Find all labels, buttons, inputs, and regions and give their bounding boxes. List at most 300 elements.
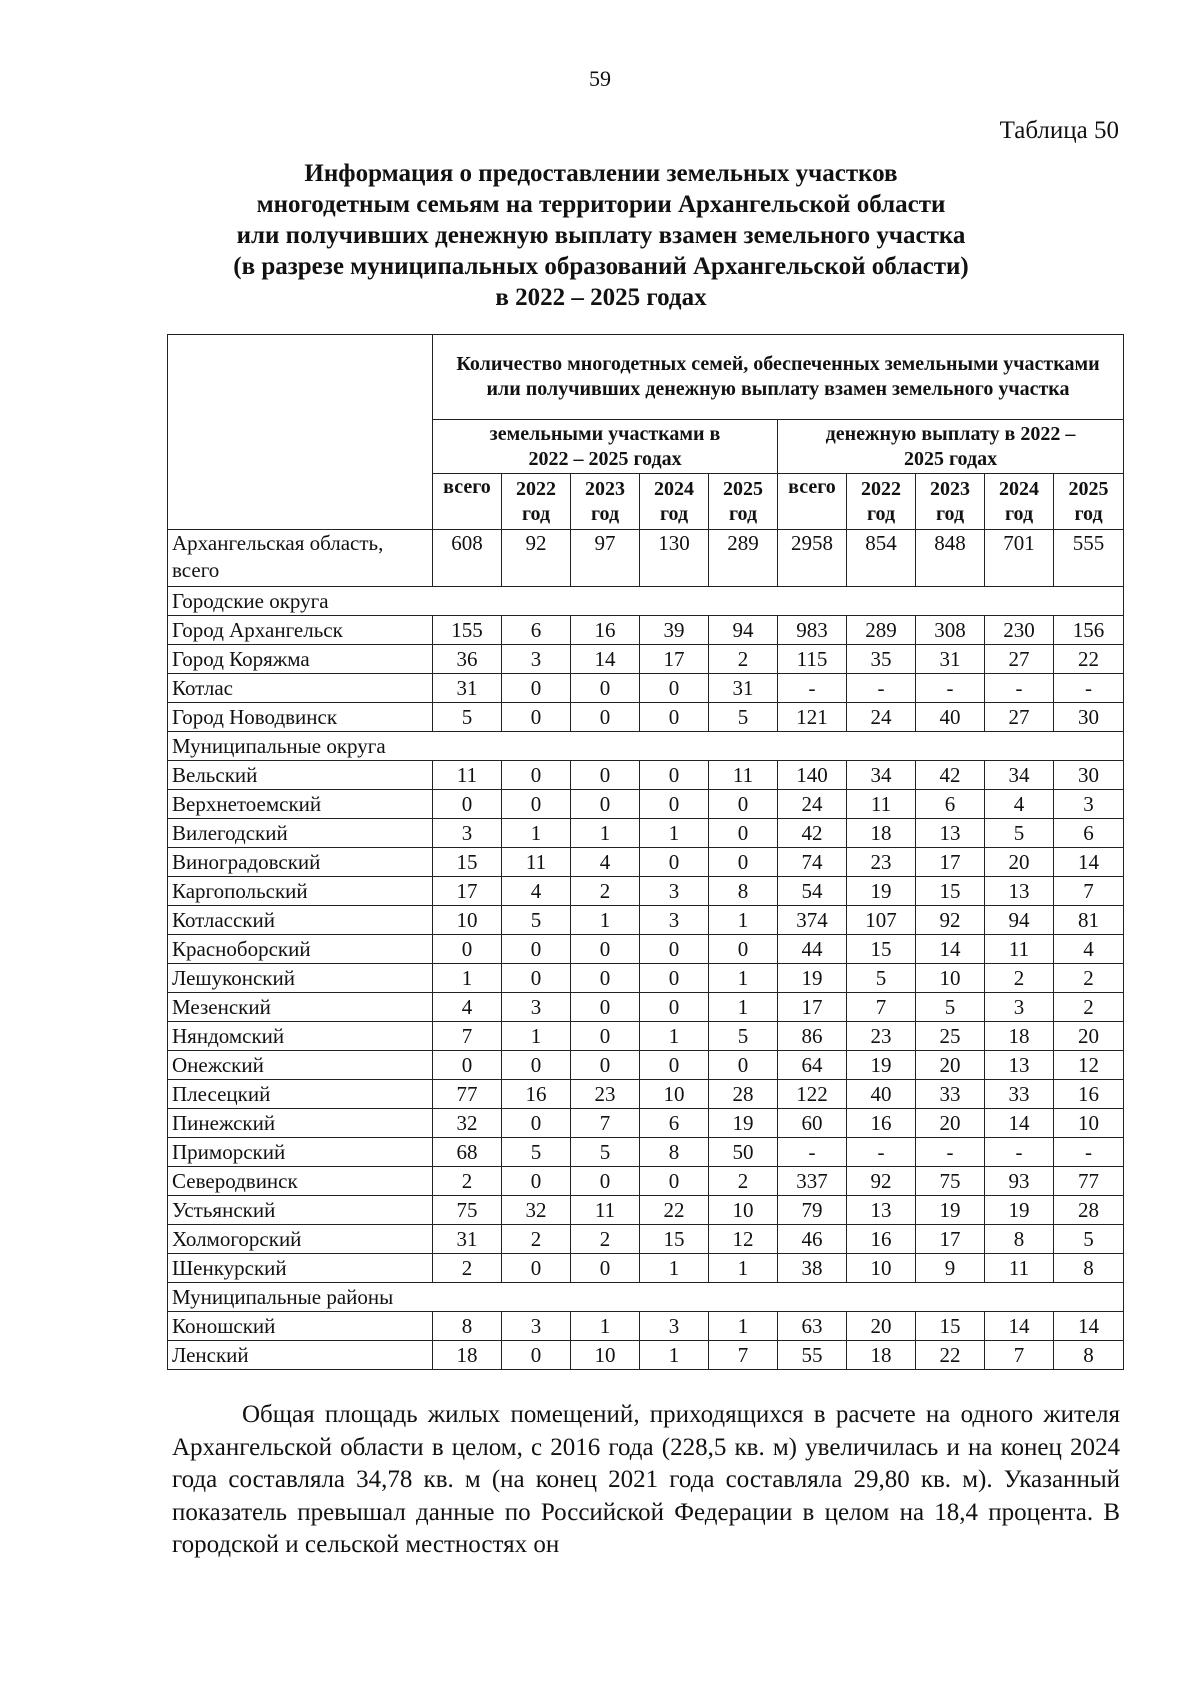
value-cell: 11 xyxy=(985,1254,1054,1283)
row-name: Каргопольский xyxy=(168,877,433,906)
value-cell: 230 xyxy=(985,616,1054,645)
row-name: Город Архангельск xyxy=(168,616,433,645)
value-cell: 11 xyxy=(847,790,916,819)
value-cell: 140 xyxy=(778,761,847,790)
value-cell: 8 xyxy=(1054,1254,1124,1283)
value-cell: 74 xyxy=(778,848,847,877)
value-cell: 555 xyxy=(1054,530,1124,587)
value-cell: 4 xyxy=(1054,935,1124,964)
value-cell: 77 xyxy=(1054,1167,1124,1196)
value-cell: 22 xyxy=(916,1341,985,1370)
value-cell: 5 xyxy=(502,906,571,935)
row-name: Плесецкий xyxy=(168,1080,433,1109)
section-row xyxy=(168,587,1124,616)
value-cell: 7 xyxy=(985,1341,1054,1370)
value-cell: 63 xyxy=(778,1312,847,1341)
value-cell: 25 xyxy=(916,1022,985,1051)
value-cell: 5 xyxy=(916,993,985,1022)
value-cell: 31 xyxy=(916,645,985,674)
table-row xyxy=(168,1254,1124,1283)
value-cell: 33 xyxy=(916,1080,985,1109)
value-cell: 19 xyxy=(709,1109,778,1138)
value-cell: 14 xyxy=(1054,1312,1124,1341)
value-cell: 44 xyxy=(778,935,847,964)
value-cell: 0 xyxy=(502,1051,571,1080)
value-cell: 7 xyxy=(571,1109,640,1138)
value-cell: 31 xyxy=(433,674,502,703)
value-cell: 16 xyxy=(571,616,640,645)
value-cell: 4 xyxy=(985,790,1054,819)
table-row xyxy=(168,964,1124,993)
value-cell: - xyxy=(985,1138,1054,1167)
value-cell: 27 xyxy=(985,645,1054,674)
row-name: Онежский xyxy=(168,1051,433,1080)
value-cell: 121 xyxy=(778,703,847,732)
value-cell: 15 xyxy=(433,848,502,877)
value-cell: 1 xyxy=(571,1312,640,1341)
value-cell: 92 xyxy=(916,906,985,935)
value-cell: 16 xyxy=(847,1225,916,1254)
row-name: Мезенский xyxy=(168,993,433,1022)
value-cell: 18 xyxy=(433,1341,502,1370)
value-cell: 7 xyxy=(1054,877,1124,906)
value-cell: 7 xyxy=(433,1022,502,1051)
value-cell: 0 xyxy=(433,790,502,819)
table-row xyxy=(168,1051,1124,1080)
value-cell: 10 xyxy=(916,964,985,993)
value-cell: 1 xyxy=(640,1341,709,1370)
col-header-year xyxy=(847,474,916,530)
value-cell: 18 xyxy=(847,819,916,848)
section-label: Муниципальные округа xyxy=(168,732,1124,761)
value-cell: 5 xyxy=(433,703,502,732)
value-cell: 6 xyxy=(640,1109,709,1138)
table-row xyxy=(168,1225,1124,1254)
value-cell: 13 xyxy=(847,1196,916,1225)
value-cell: 1 xyxy=(709,906,778,935)
value-cell: 5 xyxy=(709,703,778,732)
value-cell: 115 xyxy=(778,645,847,674)
value-cell: 2 xyxy=(502,1225,571,1254)
value-cell: 18 xyxy=(985,1022,1054,1051)
section-row xyxy=(168,1283,1124,1312)
value-cell: 0 xyxy=(571,1051,640,1080)
header-land: земельными участками в 2022 – 2025 годах xyxy=(433,420,778,474)
value-cell: 1 xyxy=(709,1254,778,1283)
row-name: Приморский xyxy=(168,1138,433,1167)
value-cell: 2958 xyxy=(778,530,847,587)
value-cell: 30 xyxy=(1054,703,1124,732)
row-name: Пинежский xyxy=(168,1109,433,1138)
value-cell: 1 xyxy=(571,906,640,935)
value-cell: 3 xyxy=(502,993,571,1022)
value-cell: 20 xyxy=(985,848,1054,877)
table-row xyxy=(168,848,1124,877)
value-cell: 5 xyxy=(709,1022,778,1051)
value-cell: 289 xyxy=(709,530,778,587)
value-cell: 0 xyxy=(433,1051,502,1080)
value-cell: 8 xyxy=(1054,1341,1124,1370)
value-cell: 33 xyxy=(985,1080,1054,1109)
value-cell: 15 xyxy=(916,877,985,906)
value-cell: 3 xyxy=(640,1312,709,1341)
value-cell: 2 xyxy=(433,1254,502,1283)
value-cell: 2 xyxy=(571,1225,640,1254)
table-row xyxy=(168,1080,1124,1109)
value-cell: 3 xyxy=(640,906,709,935)
value-cell: 31 xyxy=(709,674,778,703)
value-cell: 16 xyxy=(847,1109,916,1138)
value-cell: 36 xyxy=(433,645,502,674)
value-cell: 0 xyxy=(502,790,571,819)
value-cell: - xyxy=(778,1138,847,1167)
value-cell: 1 xyxy=(640,1254,709,1283)
row-name: Устьянский xyxy=(168,1196,433,1225)
value-cell: 374 xyxy=(778,906,847,935)
value-cell: 23 xyxy=(571,1080,640,1109)
value-cell: 0 xyxy=(571,761,640,790)
row-name: Город Новодвинск xyxy=(168,703,433,732)
row-name: Няндомский xyxy=(168,1022,433,1051)
value-cell: 1 xyxy=(571,819,640,848)
value-cell: 8 xyxy=(640,1138,709,1167)
value-cell: 15 xyxy=(847,935,916,964)
value-cell: 93 xyxy=(985,1167,1054,1196)
table-title xyxy=(150,158,1052,313)
value-cell: 1 xyxy=(502,819,571,848)
col-header-year-word: год xyxy=(521,503,551,525)
col-header-year-number: 2024 xyxy=(999,478,1039,500)
value-cell: 10 xyxy=(709,1196,778,1225)
value-cell: 11 xyxy=(502,848,571,877)
value-cell: 156 xyxy=(1054,616,1124,645)
row-name: Шенкурский xyxy=(168,1254,433,1283)
value-cell: 75 xyxy=(433,1196,502,1225)
value-cell: 28 xyxy=(709,1080,778,1109)
body-paragraph xyxy=(172,1399,1120,1562)
value-cell: 17 xyxy=(916,1225,985,1254)
value-cell: 2 xyxy=(709,1167,778,1196)
row-name: Котлас xyxy=(168,674,433,703)
col-header-year-number: 2025 xyxy=(1068,478,1109,500)
value-cell: 31 xyxy=(433,1225,502,1254)
table-row xyxy=(168,1109,1124,1138)
value-cell: 0 xyxy=(502,674,571,703)
value-cell: 0 xyxy=(571,703,640,732)
table-row xyxy=(168,761,1124,790)
value-cell: 24 xyxy=(847,703,916,732)
value-cell: 0 xyxy=(571,935,640,964)
value-cell: 15 xyxy=(916,1312,985,1341)
col-header-year-word: год xyxy=(866,503,896,525)
value-cell: 11 xyxy=(985,935,1054,964)
value-cell: 1 xyxy=(709,1312,778,1341)
row-name: Вельский xyxy=(168,761,433,790)
value-cell: 81 xyxy=(1054,906,1124,935)
row-name: Красноборский xyxy=(168,935,433,964)
row-name: Ленский xyxy=(168,1341,433,1370)
value-cell: 32 xyxy=(433,1109,502,1138)
section-row xyxy=(168,732,1124,761)
row-name: Виноградовский xyxy=(168,848,433,877)
value-cell: 1 xyxy=(502,1022,571,1051)
page-number: 59 xyxy=(589,66,611,91)
value-cell: 20 xyxy=(916,1109,985,1138)
value-cell: 0 xyxy=(640,964,709,993)
value-cell: 17 xyxy=(778,993,847,1022)
value-cell: 39 xyxy=(640,616,709,645)
value-cell: 94 xyxy=(985,906,1054,935)
title-line: (в разрезе муниципальных образований Архангельской области) xyxy=(233,253,969,280)
value-cell: 16 xyxy=(1054,1080,1124,1109)
value-cell: 2 xyxy=(709,645,778,674)
value-cell: 12 xyxy=(1054,1051,1124,1080)
value-cell: 92 xyxy=(847,1167,916,1196)
value-cell: 35 xyxy=(847,645,916,674)
value-cell: 19 xyxy=(847,1051,916,1080)
col-header-year-word: год xyxy=(659,503,689,525)
value-cell: 28 xyxy=(1054,1196,1124,1225)
value-cell: - xyxy=(1054,674,1124,703)
value-cell: 75 xyxy=(916,1167,985,1196)
value-cell: 46 xyxy=(778,1225,847,1254)
table-row xyxy=(168,1022,1124,1051)
value-cell: 10 xyxy=(640,1080,709,1109)
value-cell: 0 xyxy=(502,964,571,993)
value-cell: 10 xyxy=(847,1254,916,1283)
row-name: Вилегодский xyxy=(168,819,433,848)
value-cell: 86 xyxy=(778,1022,847,1051)
col-header-year-word: год xyxy=(935,503,965,525)
value-cell: 9 xyxy=(916,1254,985,1283)
value-cell: 22 xyxy=(1054,645,1124,674)
value-cell: 0 xyxy=(571,790,640,819)
value-cell: 14 xyxy=(985,1312,1054,1341)
header-main: Количество многодетных семей, обеспеченных земельными участками или получивших денежную выплату взамен земельного участка xyxy=(433,335,1124,420)
value-cell: 1 xyxy=(709,964,778,993)
value-cell: 289 xyxy=(847,616,916,645)
value-cell: 0 xyxy=(571,1022,640,1051)
col-header-year-number: 2022 xyxy=(516,478,556,500)
value-cell: 308 xyxy=(916,616,985,645)
value-cell: 155 xyxy=(433,616,502,645)
section-label: Городские округа xyxy=(168,587,1124,616)
value-cell: 16 xyxy=(502,1080,571,1109)
col-header-year-number: 2022 xyxy=(861,478,901,500)
col-header-year xyxy=(985,474,1054,530)
table-row xyxy=(168,935,1124,964)
table-row xyxy=(168,1341,1124,1370)
title-line: или получивших денежную выплату взамен земельного участка xyxy=(236,222,966,249)
value-cell: 130 xyxy=(640,530,709,587)
col-header-year-number: 2025 xyxy=(723,478,763,500)
col-header-year-word: год xyxy=(728,503,758,525)
value-cell: 17 xyxy=(640,645,709,674)
table-row xyxy=(168,530,1124,587)
value-cell: 24 xyxy=(778,790,847,819)
value-cell: 5 xyxy=(571,1138,640,1167)
value-cell: 20 xyxy=(1054,1022,1124,1051)
value-cell: 2 xyxy=(1054,964,1124,993)
value-cell: 6 xyxy=(502,616,571,645)
value-cell: 10 xyxy=(1054,1109,1124,1138)
value-cell: 12 xyxy=(709,1225,778,1254)
value-cell: 32 xyxy=(502,1196,571,1225)
value-cell: 92 xyxy=(502,530,571,587)
value-cell: 5 xyxy=(1054,1225,1124,1254)
value-cell: 14 xyxy=(916,935,985,964)
value-cell: 0 xyxy=(433,935,502,964)
col-header-year-word: год xyxy=(590,503,620,525)
value-cell: 0 xyxy=(640,703,709,732)
value-cell: 11 xyxy=(571,1196,640,1225)
table-row xyxy=(168,674,1124,703)
table-row xyxy=(168,616,1124,645)
value-cell: 0 xyxy=(502,703,571,732)
col-header-total: всего xyxy=(433,474,502,530)
table-row xyxy=(168,645,1124,674)
value-cell: 0 xyxy=(502,1341,571,1370)
value-cell: 11 xyxy=(433,761,502,790)
value-cell: 337 xyxy=(778,1167,847,1196)
table-row xyxy=(168,1196,1124,1225)
col-header-year-word: год xyxy=(1004,503,1034,525)
value-cell: 0 xyxy=(709,848,778,877)
value-cell: 107 xyxy=(847,906,916,935)
value-cell: 54 xyxy=(778,877,847,906)
value-cell: 13 xyxy=(916,819,985,848)
row-name: Архангельская область, всего xyxy=(168,530,433,587)
value-cell: 14 xyxy=(1054,848,1124,877)
value-cell: 14 xyxy=(985,1109,1054,1138)
value-cell: 1 xyxy=(709,993,778,1022)
value-cell: 5 xyxy=(985,819,1054,848)
row-name: Северодвинск xyxy=(168,1167,433,1196)
value-cell: 4 xyxy=(571,848,640,877)
value-cell: 608 xyxy=(433,530,502,587)
value-cell: 4 xyxy=(433,993,502,1022)
row-name: Холмогорский xyxy=(168,1225,433,1254)
value-cell: 23 xyxy=(847,848,916,877)
row-name: Коношский xyxy=(168,1312,433,1341)
value-cell: 0 xyxy=(571,1167,640,1196)
table-row xyxy=(168,877,1124,906)
value-cell: 10 xyxy=(433,906,502,935)
value-cell: 20 xyxy=(847,1312,916,1341)
value-cell: 0 xyxy=(502,1254,571,1283)
value-cell: 10 xyxy=(571,1341,640,1370)
section-label: Муниципальные районы xyxy=(168,1283,1124,1312)
value-cell: 3 xyxy=(502,1312,571,1341)
value-cell: 34 xyxy=(847,761,916,790)
value-cell: 7 xyxy=(847,993,916,1022)
value-cell: 8 xyxy=(709,877,778,906)
value-cell: 3 xyxy=(502,645,571,674)
table-label: Таблица 50 xyxy=(999,117,1119,144)
value-cell: 0 xyxy=(571,674,640,703)
value-cell: 848 xyxy=(916,530,985,587)
value-cell: 6 xyxy=(1054,819,1124,848)
title-line: в 2022 – 2025 годах xyxy=(495,284,707,311)
value-cell: 40 xyxy=(916,703,985,732)
value-cell: 0 xyxy=(502,1167,571,1196)
value-cell: 68 xyxy=(433,1138,502,1167)
table-row xyxy=(168,1138,1124,1167)
table-row xyxy=(168,993,1124,1022)
value-cell: 3 xyxy=(433,819,502,848)
paragraph-text: Общая площадь жилых помещений, приходящихся в расчете на одного жителя Архангельской области в целом, с 2016 года (228,5 кв. м) увеличилась и на конец 2024 года составляла 34,78 кв. м (на конец 2021 года составляла 29,80 кв. м). Указанный показатель превышал данные по Российской Федерации в целом на 18,4 процента. В городской и сельской местностях он xyxy=(172,1401,1120,1558)
table-row xyxy=(168,819,1124,848)
value-cell: 19 xyxy=(916,1196,985,1225)
table-body xyxy=(168,530,1124,1370)
value-cell: 1 xyxy=(640,819,709,848)
value-cell: 20 xyxy=(916,1051,985,1080)
value-cell: 0 xyxy=(640,1167,709,1196)
value-cell: 30 xyxy=(1054,761,1124,790)
col-header-year xyxy=(916,474,985,530)
col-header-year xyxy=(1054,474,1124,530)
value-cell: 17 xyxy=(433,877,502,906)
corner-cell xyxy=(168,335,433,530)
value-cell: 854 xyxy=(847,530,916,587)
table-row xyxy=(168,906,1124,935)
value-cell: 94 xyxy=(709,616,778,645)
value-cell: 17 xyxy=(916,848,985,877)
value-cell: 34 xyxy=(985,761,1054,790)
value-cell: 983 xyxy=(778,616,847,645)
value-cell: 6 xyxy=(916,790,985,819)
value-cell: 0 xyxy=(640,790,709,819)
col-header-year xyxy=(709,474,778,530)
value-cell: 0 xyxy=(640,674,709,703)
row-name: Котласский xyxy=(168,906,433,935)
value-cell: 0 xyxy=(502,935,571,964)
value-cell: 3 xyxy=(640,877,709,906)
value-cell: 0 xyxy=(709,790,778,819)
value-cell: 4 xyxy=(502,877,571,906)
value-cell: 0 xyxy=(640,1051,709,1080)
value-cell: 2 xyxy=(1054,993,1124,1022)
value-cell: 2 xyxy=(571,877,640,906)
value-cell: 701 xyxy=(985,530,1054,587)
value-cell: 0 xyxy=(640,935,709,964)
value-cell: 0 xyxy=(502,761,571,790)
value-cell: 64 xyxy=(778,1051,847,1080)
col-header-year-word: год xyxy=(1074,503,1103,525)
value-cell: 22 xyxy=(640,1196,709,1225)
value-cell: 0 xyxy=(640,761,709,790)
value-cell: 0 xyxy=(709,935,778,964)
col-header-year xyxy=(502,474,571,530)
value-cell: 0 xyxy=(571,964,640,993)
value-cell: 40 xyxy=(847,1080,916,1109)
value-cell: - xyxy=(916,674,985,703)
value-cell: 1 xyxy=(640,1022,709,1051)
value-cell: 2 xyxy=(433,1167,502,1196)
value-cell: 14 xyxy=(571,645,640,674)
value-cell: 42 xyxy=(916,761,985,790)
value-cell: - xyxy=(1054,1138,1124,1167)
value-cell: 0 xyxy=(571,1254,640,1283)
value-cell: 18 xyxy=(847,1341,916,1370)
value-cell: 55 xyxy=(778,1341,847,1370)
value-cell: 0 xyxy=(709,819,778,848)
table-row xyxy=(168,703,1124,732)
value-cell: 1 xyxy=(433,964,502,993)
value-cell: 13 xyxy=(985,877,1054,906)
value-cell: 0 xyxy=(640,993,709,1022)
value-cell: 50 xyxy=(709,1138,778,1167)
